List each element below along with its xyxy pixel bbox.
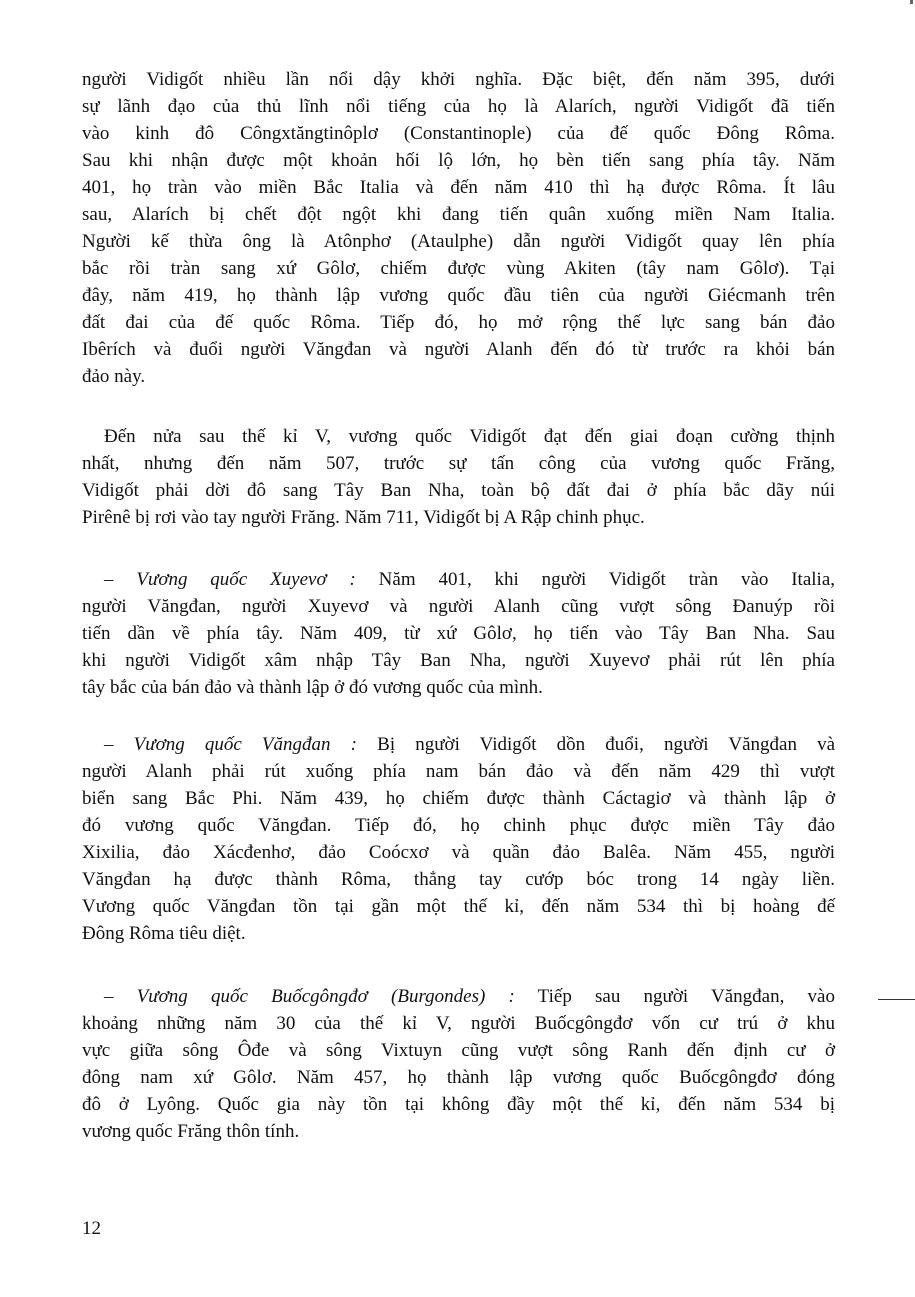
paragraph-visigoths: [82, 66, 835, 390]
text-line: [82, 120, 835, 147]
text-line: [82, 309, 835, 336]
line-text: đảo này.: [82, 366, 146, 387]
line-text: tiến dần về phía tây. Năm 409, từ xứ Gôlơ, họ tiến vào Tây Ban Nha. Sau: [82, 623, 835, 644]
text-line: [82, 593, 835, 620]
text-line: [82, 255, 835, 282]
paragraph-visigoth-decline: [82, 423, 835, 531]
paragraph-vandal-kingdom: [82, 731, 835, 947]
line-text: đất đai của đế quốc Rôma. Tiếp đó, họ mở rộng thế lực sang bán đảo: [82, 312, 835, 333]
text-line: [82, 566, 835, 593]
line-text: đó vương quốc Văngđan. Tiếp đó, họ chinh phục được miền Tây đảo: [82, 815, 835, 836]
text-line: [82, 785, 835, 812]
text-line: [82, 93, 835, 120]
line-text: Vương quốc Văngđan tồn tại gần một thế kỉ, đến năm 534 thì bị hoàng đế: [82, 896, 835, 917]
text-line: [82, 147, 835, 174]
text-line: [82, 363, 835, 390]
line-text: khoảng những năm 30 của thế kỉ V, người Buốcgôngđơ vốn cư trú ở khu: [82, 1013, 835, 1034]
text-line: [82, 731, 835, 758]
paragraph-suebi-kingdom: [82, 566, 835, 701]
text-line: [82, 839, 835, 866]
line-text: Người kế thừa ông là Atônphơ (Ataulphe) dẫn người Vidigốt quay lên phía: [82, 231, 835, 252]
text-line: [82, 647, 835, 674]
line-text: Ibêrích và đuổi người Văngđan và người Alanh đến đó từ trước ra khỏi bán: [82, 339, 835, 360]
text-line: [82, 450, 835, 477]
line-text: đây, năm 419, họ thành lập vương quốc đầu tiên của người Giécmanh trên: [82, 285, 835, 306]
text-line: [82, 893, 835, 920]
text-line: [82, 1064, 835, 1091]
text-line: [82, 674, 835, 701]
paragraph-burgundian-kingdom: [82, 983, 835, 1145]
section-heading: – Vương quốc Xuyevơ :: [104, 569, 356, 590]
text-line: [82, 920, 835, 947]
line-text: vực giữa sông Ôđe và sông Vixtuyn cũng vượt sông Ranh đến định cư ở: [82, 1040, 835, 1061]
line-text: biển sang Bắc Phi. Năm 439, họ chiếm được thành Cáctagiơ và thành lập ở: [82, 788, 835, 809]
line-text: Tiếp sau người Văngđan, vào: [537, 986, 835, 1007]
text-line: [82, 1091, 835, 1118]
line-text: sự lãnh đạo của thủ lĩnh nổi tiếng của họ là Alarích, người Vidigốt đã tiến: [82, 96, 835, 117]
line-text: Pirênê bị rơi vào tay người Frăng. Năm 711, Vidigốt bị A Rập chinh phục.: [82, 507, 645, 528]
line-text: Đến nửa sau thế kỉ V, vương quốc Vidigốt đạt đến giai đoạn cường thịnh: [104, 426, 835, 447]
text-line: [82, 620, 835, 647]
text-line: [82, 201, 835, 228]
section-heading: – Vương quốc Buốcgôngđơ (Burgondes) :: [104, 986, 515, 1007]
text-line: [82, 1118, 835, 1145]
text-line: [82, 866, 835, 893]
line-text: 401, họ tràn vào miền Bắc Italia và đến năm 410 thì hạ được Rôma. Ít lâu: [82, 177, 835, 198]
line-text: vào kinh đô Côngxtăngtinôplơ (Constantinople) của đế quốc Đông Rôma.: [82, 123, 835, 144]
text-line: [82, 504, 835, 531]
line-text: Văngđan hạ được thành Rôma, thẳng tay cướp bóc trong 14 ngày liền.: [82, 869, 835, 890]
line-text: bắc rồi tràn sang xứ Gôlơ, chiếm được vùng Akiten (tây nam Gôlơ). Tại: [82, 258, 835, 279]
line-text: tây bắc của bán đảo và thành lập ở đó vương quốc của mình.: [82, 677, 543, 698]
text-line: [82, 336, 835, 363]
line-text: Đông Rôma tiêu diệt.: [82, 923, 246, 944]
line-text: đô ở Lyông. Quốc gia này tồn tại không đầy một thế kỉ, đến năm 534 bị: [82, 1094, 835, 1115]
text-line: [82, 282, 835, 309]
line-text: sau, Alarích bị chết đột ngột khi đang tiến quân xuống miền Nam Italia.: [82, 204, 835, 225]
text-line: [82, 1037, 835, 1064]
text-line: [82, 66, 835, 93]
line-text: Sau khi nhận được một khoản hối lộ lớn, họ bèn tiến sang phía tây. Năm: [82, 150, 835, 171]
text-line: [82, 423, 835, 450]
text-line: [82, 228, 835, 255]
line-text: vương quốc Frăng thôn tính.: [82, 1121, 300, 1142]
text-line: [82, 758, 835, 785]
page-number: 12: [82, 1218, 101, 1239]
line-text: nhất, nhưng đến năm 507, trước sự tấn công của vương quốc Frăng,: [82, 453, 835, 474]
margin-mark: [878, 999, 915, 1000]
line-text: người Vidigốt nhiều lần nổi dậy khởi nghĩa. Đặc biệt, đến năm 395, dưới: [82, 69, 835, 90]
line-text: Xixilia, đảo Xácđenhơ, đảo Coócxơ và quần đảo Balêa. Năm 455, người: [82, 842, 835, 863]
line-text: khi người Vidigốt xâm nhập Tây Ban Nha, người Xuyevơ phải rút lên phía: [82, 650, 835, 671]
scan-mark: [910, 0, 913, 4]
text-line: [82, 812, 835, 839]
text-line: [82, 983, 835, 1010]
line-text: đông nam xứ Gôlơ. Năm 457, họ thành lập vương quốc Buốcgôngđơ đóng: [82, 1067, 835, 1088]
line-text: Vidigốt phải dời đô sang Tây Ban Nha, toàn bộ đất đai ở phía bắc dãy núi: [82, 480, 835, 501]
line-text: người Alanh phải rút xuống phía nam bán đảo và đến năm 429 thì vượt: [82, 761, 835, 782]
line-text: người Văngđan, người Xuyevơ và người Alanh cũng vượt sông Đanuýp rồi: [82, 596, 835, 617]
section-heading: – Vương quốc Văngđan :: [104, 734, 357, 755]
line-text: Năm 401, khi người Vidigốt tràn vào Italia,: [378, 569, 836, 590]
text-line: [82, 174, 835, 201]
text-line: [82, 477, 835, 504]
text-line: [82, 1010, 835, 1037]
line-text: Bị người Vidigốt dồn đuổi, người Văngđan và: [377, 734, 836, 755]
